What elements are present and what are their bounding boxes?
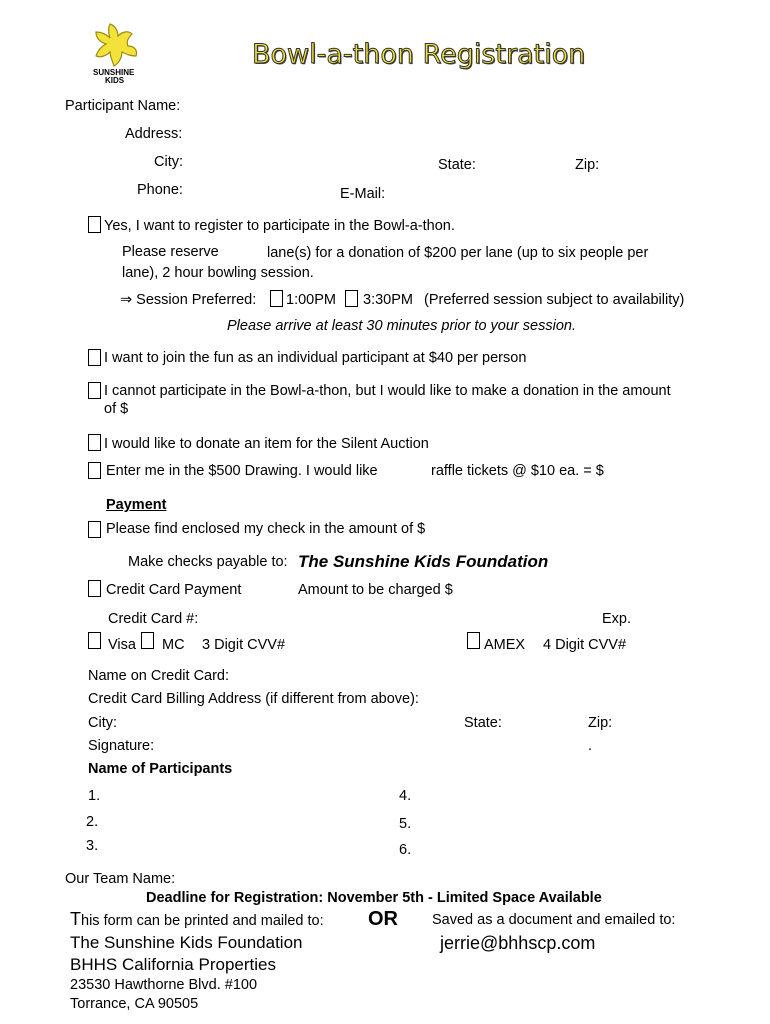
donation-label-a: I cannot participate in the Bowl-a-thon, but I would like to make a donation in the amount [104,383,671,399]
mail-label [70,911,324,930]
session-1pm-label: 1:00PM [286,292,336,308]
participant-6-label: 6. [399,842,412,858]
mc-checkbox[interactable] [141,632,154,649]
signature-label: Signature: [88,738,155,754]
address-line4: Torrance, CA 90505 [70,996,199,1012]
individual-checkbox[interactable] [88,349,101,366]
check-label: Please find enclosed my check in the amount of $ [106,521,426,537]
address-label: Address: [125,126,183,142]
billing-address-label: Credit Card Billing Address (if different from above): [88,691,419,707]
participant-3-label: 3. [86,838,99,854]
mc-label: MC [162,637,185,653]
card-number-label: Credit Card #: [108,611,199,627]
sunshine-star-icon [88,22,144,70]
amex-label: AMEX [484,637,526,653]
payment-heading: Payment [106,497,167,513]
mail-label-initial: T [70,909,81,929]
email-instruction: Saved as a document and emailed to: [432,912,676,928]
participant-4-label: 4. [399,788,412,804]
contact-email[interactable]: jerrie@bhhscp.com [440,933,596,953]
cvv3-label: 3 Digit CVV# [202,637,286,653]
reserve-text-b: lane(s) for a donation of $200 per lane (up to six people per [267,245,649,261]
billing-zip-label: Zip: [588,715,613,731]
phone-label: Phone: [137,182,183,198]
address-line2: BHHS California Properties [70,955,276,974]
donation-checkbox[interactable] [88,382,101,399]
billing-city-label: City: [88,715,117,731]
billing-state-label: State: [464,715,502,731]
visa-label: Visa [108,637,136,653]
reserve-text-c: lane), 2 hour bowling session. [122,265,314,281]
participant-1-label: 1. [88,788,101,804]
session-note: (Preferred session subject to availability) [424,292,685,308]
exp-label: Exp. [602,611,632,627]
amount-charged-label: Amount to be charged $ [298,582,453,598]
deadline-text: Deadline for Registration: November 5th - Limited Space Available [146,890,602,906]
arrive-note: Please arrive at least 30 minutes prior to your session. [227,318,576,334]
team-name-label: Our Team Name: [65,871,176,887]
or-text: OR [368,908,398,930]
participant-name-label: Participant Name: [65,98,181,114]
payable-label: Make checks payable to: [128,554,288,570]
credit-card-label: Credit Card Payment [106,582,242,598]
address-line1: The Sunshine Kids Foundation [70,933,303,952]
session-1pm-checkbox[interactable] [270,290,283,307]
credit-card-checkbox[interactable] [88,580,101,597]
register-label: Yes, I want to register to participate in the Bowl-a-thon. [104,218,455,234]
session-preferred-label: ⇒ Session Preferred: [120,292,257,308]
drawing-label-a: Enter me in the $500 Drawing. I would like [106,463,378,479]
signature-dot: . [588,738,593,754]
auction-label: I would like to donate an item for the Silent Auction [104,436,429,452]
reserve-text-a: Please reserve [122,244,219,260]
payable-name: The Sunshine Kids Foundation [298,552,549,571]
participant-2-label: 2. [86,814,99,830]
mail-label-rest: his form can be printed and mailed to: [81,913,324,929]
register-checkbox[interactable] [88,216,101,233]
session-330pm-label: 3:30PM [363,292,413,308]
city-label: City: [154,154,183,170]
email-label: E-Mail: [340,186,386,202]
logo-text-line1: SUNSHINE [93,68,135,77]
participants-heading: Name of Participants [88,761,233,777]
visa-checkbox[interactable] [88,632,101,649]
session-330pm-checkbox[interactable] [345,290,358,307]
zip-label: Zip: [575,157,600,173]
auction-checkbox[interactable] [88,434,101,451]
logo [88,22,144,86]
individual-label: I want to join the fun as an individual participant at $40 per person [104,350,527,366]
donation-label-b: of $ [104,401,129,417]
address-line3: 23530 Hawthorne Blvd. #100 [70,977,258,993]
amex-checkbox[interactable] [467,632,480,649]
page-title: Bowl-a-thon Registration [252,39,586,70]
cvv4-label: 4 Digit CVV# [543,637,627,653]
drawing-checkbox[interactable] [88,462,101,479]
name-on-card-label: Name on Credit Card: [88,668,230,684]
drawing-label-b: raffle tickets @ $10 ea. = $ [431,463,604,479]
participant-5-label: 5. [399,816,412,832]
state-label: State: [438,157,476,173]
logo-text-line2: KIDS [105,76,125,85]
check-checkbox[interactable] [88,521,101,538]
